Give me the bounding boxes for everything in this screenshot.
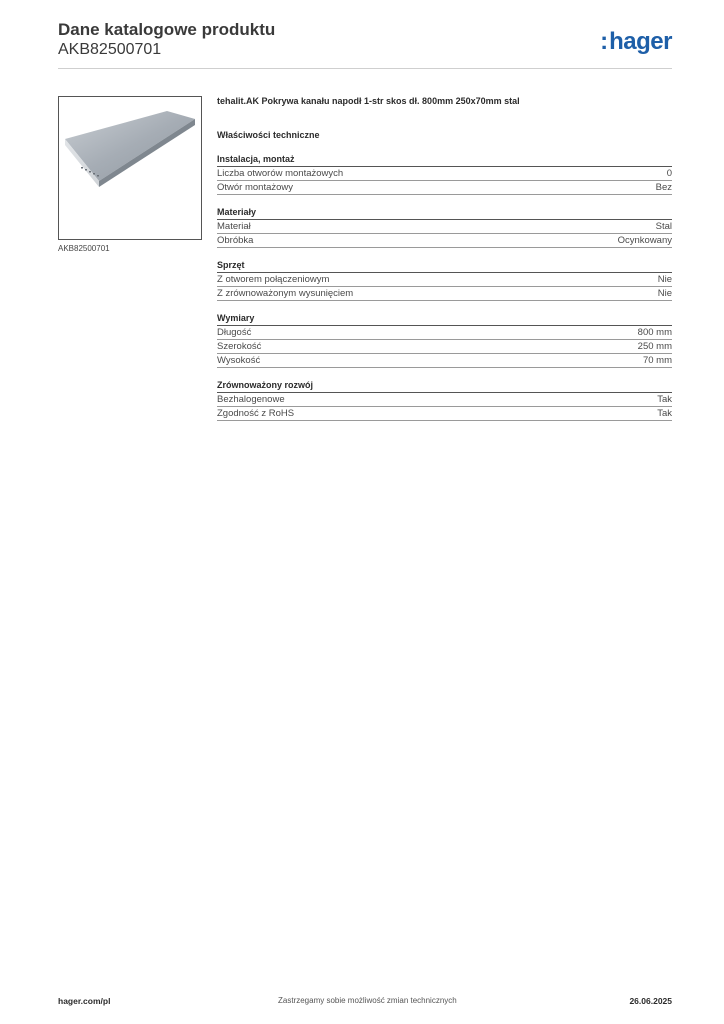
spec-value: Nie bbox=[657, 274, 672, 285]
properties-title: Właściwości techniczne bbox=[217, 130, 320, 140]
spec-row bbox=[217, 393, 672, 407]
spec-label: Materiał bbox=[217, 221, 251, 232]
spec-row bbox=[217, 287, 672, 301]
footer-website-link[interactable]: hager.com/pl bbox=[58, 996, 111, 1006]
section-title: Zrównoważony rozwój bbox=[217, 380, 672, 393]
spec-value: 70 mm bbox=[642, 355, 672, 366]
spec-value: 800 mm bbox=[637, 327, 672, 338]
spec-label: Z otworem połączeniowym bbox=[217, 274, 330, 285]
spec-label: Z zrównoważonym wysunięciem bbox=[217, 288, 354, 299]
spec-value: 0 bbox=[666, 168, 672, 179]
spec-value: Tak bbox=[657, 408, 672, 419]
spec-row bbox=[217, 273, 672, 287]
page-title: Dane katalogowe produktu bbox=[58, 20, 276, 39]
spec-label: Liczba otworów montażowych bbox=[217, 168, 344, 179]
spec-label: Otwór montażowy bbox=[217, 182, 294, 193]
section-title: Instalacja, montaż bbox=[217, 154, 672, 167]
spec-row bbox=[217, 220, 672, 234]
spec-row bbox=[217, 407, 672, 421]
page-header bbox=[58, 20, 672, 70]
spec-value: Nie bbox=[657, 288, 672, 299]
spec-label: Szerokość bbox=[217, 341, 262, 352]
section-sustainability bbox=[217, 380, 672, 421]
product-image bbox=[58, 96, 202, 240]
spec-row bbox=[217, 167, 672, 181]
hager-logo: :hager bbox=[600, 28, 672, 55]
spec-value: Tak bbox=[657, 394, 672, 405]
section-title: Wymiary bbox=[217, 313, 672, 326]
product-name: tehalit.AK Pokrywa kanału napodł 1-str skos dł. 800mm 250x70mm stal bbox=[217, 96, 520, 106]
section-title: Materiały bbox=[217, 207, 672, 220]
section-title: Sprzęt bbox=[217, 260, 672, 273]
product-details bbox=[217, 96, 672, 433]
product-code: AKB82500701 bbox=[58, 41, 162, 58]
spec-label: Obróbka bbox=[217, 235, 254, 246]
footer-notice: Zastrzegamy sobie możliwość zmian technicznych bbox=[278, 996, 457, 1005]
spec-value: Bez bbox=[655, 182, 672, 193]
section-hardware bbox=[217, 260, 672, 301]
spec-row bbox=[217, 326, 672, 340]
spec-row bbox=[217, 234, 672, 248]
cable-duct-cover-image bbox=[59, 97, 201, 239]
footer-date: 26.06.2025 bbox=[629, 996, 672, 1006]
header-divider bbox=[58, 68, 672, 69]
spec-label: Wysokość bbox=[217, 355, 261, 366]
section-materials bbox=[217, 207, 672, 248]
spec-value: Ocynkowany bbox=[617, 235, 672, 246]
section-dimensions bbox=[217, 313, 672, 368]
spec-label: Zgodność z RoHS bbox=[217, 408, 295, 419]
spec-label: Bezhalogenowe bbox=[217, 394, 285, 405]
spec-row bbox=[217, 340, 672, 354]
spec-row bbox=[217, 181, 672, 195]
spec-value: Stal bbox=[655, 221, 672, 232]
spec-value: 250 mm bbox=[637, 341, 672, 352]
section-installation bbox=[217, 154, 672, 195]
spec-row bbox=[217, 354, 672, 368]
logo-text: hager bbox=[609, 28, 672, 55]
spec-label: Długość bbox=[217, 327, 252, 338]
image-caption: AKB82500701 bbox=[58, 244, 110, 253]
